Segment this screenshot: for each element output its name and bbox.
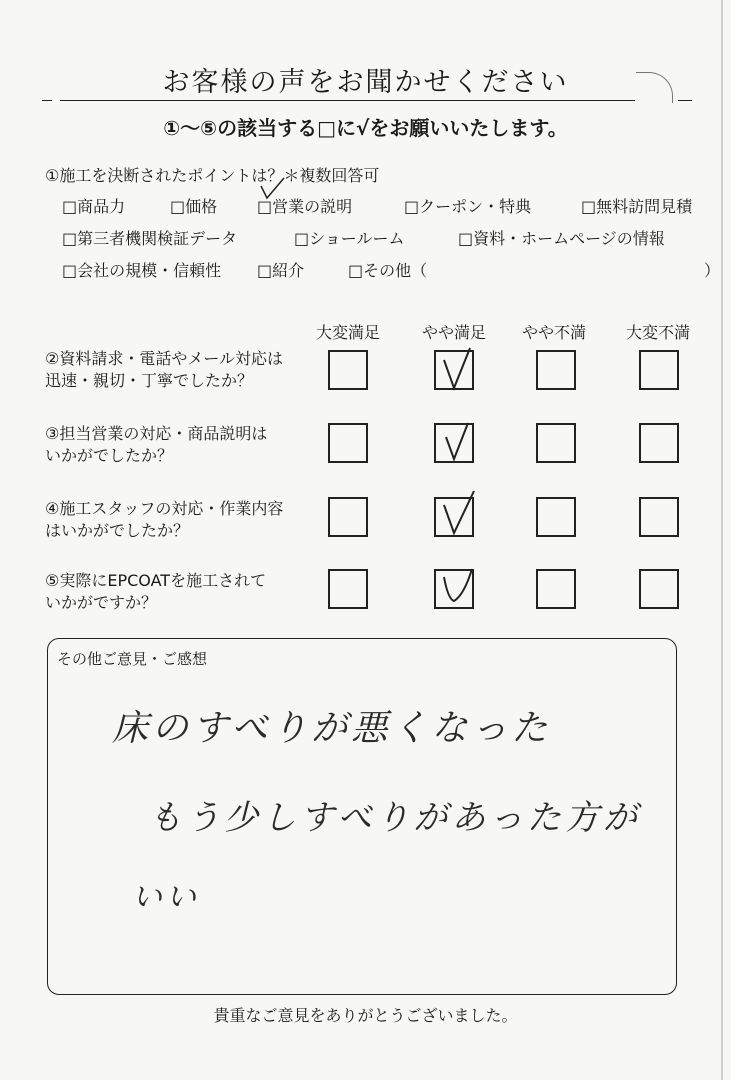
q4-somewhat-satisfied-box[interactable] (434, 497, 474, 537)
q3-text (45, 423, 325, 467)
handwritten-line-1: 床のすべりが悪くなった (112, 708, 552, 749)
q5-line1: ⑤実際にEPCOATを施工されて (45, 571, 267, 590)
q5-very-dissatisfied-box[interactable] (639, 569, 679, 609)
q1-option-coupon[interactable]: □クーポン・特典 (404, 197, 532, 216)
col-somewhat-dissatisfied: やや不満 (521, 323, 586, 342)
q1-option-free-estimate[interactable]: □無料訪問見積 (581, 197, 693, 216)
q4-line1: ④施工スタッフの対応・作業内容 (45, 499, 284, 518)
q3-line1: ③担当営業の対応・商品説明は (45, 424, 268, 443)
q2-very-dissatisfied-box[interactable] (639, 350, 679, 390)
form-title: お客様の声をお聞かせください (162, 67, 569, 98)
q5-somewhat-satisfied-box[interactable] (434, 569, 474, 609)
handwritten-line-2: もう少しすべりがあった方が (148, 798, 641, 838)
q1-option-referral[interactable]: □紹介 (257, 261, 305, 280)
q3-somewhat-satisfied-box[interactable] (434, 423, 474, 463)
q5-text (45, 570, 325, 614)
q2-somewhat-satisfied-box[interactable] (434, 350, 474, 390)
q1-option-sales-explanation[interactable]: □営業の説明 (257, 197, 353, 216)
q4-very-satisfied-box[interactable] (328, 497, 368, 537)
q5-line2: いかがですか？ (45, 593, 158, 612)
footer-thanks: 貴重なご意見をありがとうございました。 (213, 1006, 518, 1025)
q1-option-third-party-data[interactable]: □第三者機関検証データ (62, 229, 238, 248)
q4-check-mark-icon (434, 487, 482, 543)
q1-check-mark-icon (258, 176, 288, 202)
col-somewhat-satisfied: やや満足 (421, 323, 486, 342)
q3-line2: いかがでしたか？ (45, 446, 174, 465)
q2-line2: 迅速・親切・丁寧でしたか？ (45, 371, 254, 390)
title-dash-left (42, 100, 52, 101)
page-edge (721, 0, 723, 1080)
q3-check-mark-icon (434, 413, 478, 469)
q5-check-mark-icon (434, 559, 482, 615)
q1-option-company-scale[interactable]: □会社の規模・信頼性 (62, 261, 222, 280)
q4-very-dissatisfied-box[interactable] (639, 497, 679, 537)
col-very-dissatisfied: 大変不満 (625, 323, 690, 342)
title-underline (60, 100, 635, 101)
q3-very-dissatisfied-box[interactable] (639, 423, 679, 463)
q5-somewhat-dissatisfied-box[interactable] (536, 569, 576, 609)
q2-check-mark-icon (434, 340, 478, 396)
q1-option-other[interactable]: □その他（ (348, 261, 428, 280)
q4-line2: はいかがでしたか？ (45, 521, 190, 540)
col-very-satisfied: 大変満足 (315, 323, 380, 342)
q1-option-price[interactable]: □価格 (170, 197, 218, 216)
q4-text (45, 498, 325, 542)
q2-somewhat-dissatisfied-box[interactable] (536, 350, 576, 390)
comment-label: その他ご意見・ご感想 (57, 650, 208, 668)
q3-very-satisfied-box[interactable] (328, 423, 368, 463)
instructions: ①〜⑤の該当する□に√をお願いいたします。 (163, 116, 568, 140)
q2-text (45, 348, 325, 392)
handwritten-line-3: いい (132, 880, 200, 915)
q4-somewhat-dissatisfied-box[interactable] (536, 497, 576, 537)
q1-option-showroom[interactable]: □ショールーム (294, 229, 405, 248)
title-dash-right (678, 100, 692, 101)
q1-option-website-info[interactable]: □資料・ホームページの情報 (458, 229, 665, 248)
q1-option-product[interactable]: □商品力 (62, 197, 126, 216)
q1-title: ①施工を決断されたポイントは？＊複数回答可 (45, 166, 380, 185)
q1-other-close: ） (704, 261, 721, 280)
q3-somewhat-dissatisfied-box[interactable] (536, 423, 576, 463)
q5-very-satisfied-box[interactable] (328, 569, 368, 609)
q2-very-satisfied-box[interactable] (328, 350, 368, 390)
q2-line1: ②資料請求・電話やメール対応は (45, 349, 284, 368)
